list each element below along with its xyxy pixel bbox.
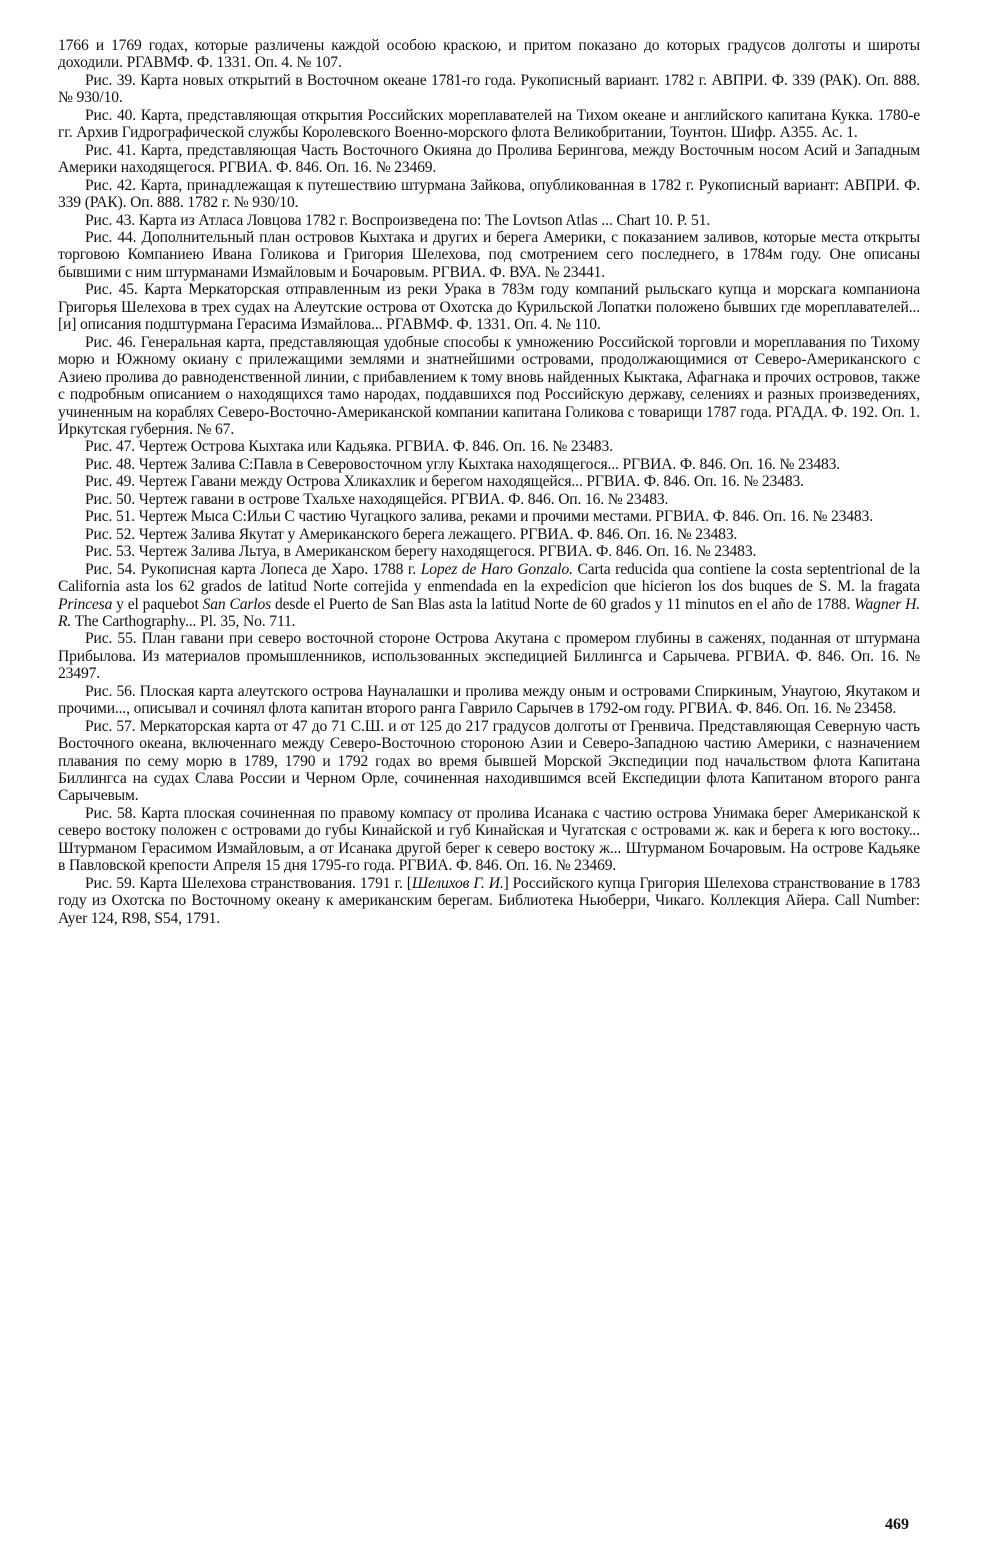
caption-text: Плоская карта алеутского острова Науналашки и пролива между оным и островами Спиркиным, Унаугою, Якутаком и прочими..., описывал и сочинял флота капитан второго ранга Гаврило Сарычев в 1792-ом году. РГВИА. Ф. 846. Оп. 16. № 23458. [58,682,920,718]
figure-caption-entry [58,177,920,212]
figure-caption-entry [58,334,920,439]
caption-text: ] Российского купца Григория Шелехова странствование в 1783 году из Охотска по Восточному океану к американским берегам. Библиотека Ньюберри, Чикаго. Коллекция Айера. Call Number: Ayer 124, R98, S54, 1791. [58,874,920,927]
caption-text: The Carthography... Pl. 35, No. 711. [71,612,296,630]
caption-text: Чертеж Мыса С:Ильи С частию Чугацкого залива, реками и прочими местами. РГВИА. Ф. 846. Оп. 16. № 23483. [138,508,873,526]
figure-label: Рис. 40. [85,106,137,124]
figure-label: Рис. 57. [85,717,136,735]
figure-label: Рис. 54. [85,560,136,578]
figure-label: Рис. 41. [85,141,136,159]
figure-caption-entry [58,456,920,473]
figure-label: Рис. 53. [85,543,136,561]
italic-text: San Carlos [202,595,272,613]
caption-text: y el paquebot [112,595,203,613]
figure-label: Рис. 59. [85,874,136,892]
caption-text: Карта, представляющая открытия Российских мореплавателей на Тихом океане и английского капитана Кукка. 1780-е гг. Архив Гидрографической службы Королевского Военно-морского флота Великобритании, Тоунтон. Шифр. А355. Ас. 1. [58,106,921,142]
caption-text: Дополнительный план островов Кыхтака и других и берега Америки, с показанием заливов, которые места открыты торговою Компаниею Ивана Голикова и Григория Шелехова, под смотрением сего последнего, в 1784м году. Оне описаны бывшими с ним штурманами Измайловым и Бочаровым. РГВИА. Ф. ВУА. № 23441. [58,228,920,281]
figure-caption-entry [58,142,920,177]
figure-caption-entry [58,72,920,107]
caption-text: Карта Шелехова странствования. 1791 г. [ [139,874,412,892]
figure-caption-entry [58,543,920,560]
figure-caption-entry [58,526,920,543]
figure-caption-entry [58,107,920,142]
continued-paragraph [58,37,920,72]
figure-caption-entry [58,561,920,631]
figure-caption-entry [58,438,920,455]
caption-text: Карта, представляющая Часть Восточного Окияна до Пролива Берингова, между Восточным носом Асий и Западным Америки находящегося. РГВИА. Ф. 846. Оп. 16. № 23469. [58,141,921,177]
caption-text: Карта плоская сочиненная по правому компасу от пролива Исанака с частию острова Унимака берег Американской к северо востоку положен с островами до губы Кинайской и губ Кинайская и Чугатская с островами ж. как и берега к юго востоку... Штурманом Герасимом Измайловым, а от Исанака другой берег к северо востоку ж... Штурманом Бочаровым. На острове Кадьяке в Павловской крепости Апреля 15 дня 1795-го года. РГВИА. Ф. 846. Оп. 16. № 23469. [58,804,921,875]
figure-label: Рис. 47. [85,438,136,456]
caption-text: Чертеж Залива С:Павла в Северовосточном углу Кыхтака находящегося... РГВИА. Ф. 846. Оп. 16. № 23483. [138,455,841,473]
caption-text: desde el Puerto de San Blas asta la latitud Norte de 60 grados y 11 minutos en el año de 1788. [271,595,855,613]
caption-text: Карта, принадлежащая к путешествию штурмана Зайкова, опубликованная в 1782 г. Рукописный вариант: АВПРИ. Ф. 339 (РАК). Оп. 888. 1782 г. № 930/10. [58,176,920,212]
italic-text: Princesa [58,595,113,613]
figure-caption-entry [58,508,920,525]
figure-label: Рис. 49. [85,473,136,491]
caption-text: Карта новых открытий в Восточном океане 1781-го года. Рукописный вариант. 1782 г. АВПРИ. Ф. 339 (РАК). Оп. 888. № 930/10. [58,71,921,107]
figure-caption-entry [58,875,920,927]
figure-label: Рис. 52. [85,525,136,543]
caption-text: Чертеж Залива Якутат у Американского берега лежащего. РГВИА. Ф. 846. Оп. 16. № 23483. [138,525,738,543]
figure-label: Рис. 55. [85,630,137,648]
figure-label: Рис. 44. [85,228,137,246]
figure-caption-entry [58,718,920,805]
caption-text: Меркаторская карта от 47 до 71 С.Ш. и от 125 до 217 градусов долготы от Гренвича. Представляющая Северную часть Восточного океана, включеннаго между Северо-Восточною стороною Азии и Северо-Западною частию Америки, с назначением плавания по сему морю в 1789, 1790 и 1792 годах во время бывшей Морской Экспедиции под начальством флота Капитана Биллингса на судах Слава России и Черном Орле, сочиненная находившимся всей Експедиции флота Капитаном второго ранга Сарычевым. [58,717,921,805]
figure-label: Рис. 58. [85,804,137,822]
caption-text: Чертеж Острова Кыхтака или Кадьяка. РГВИА. Ф. 846. Оп. 16. № 23483. [138,438,613,456]
caption-text: 1766 и 1769 годах, которые различены каждой особою краскою, и притом показано до которых градусов долготы и широты доходили. РГАВМФ. Ф. 1331. Оп. 4. № 107. [58,37,920,72]
figure-caption-entry [58,212,920,229]
figure-caption-entry [58,229,920,281]
figure-label: Рис. 46. [85,333,137,351]
figure-label: Рис. 42. [85,176,136,194]
page-number: 469 [885,1516,909,1533]
figure-label: Рис. 45. [85,281,138,299]
figure-label: Рис. 43. [85,211,136,229]
caption-text: Чертеж Залива Льтуа, в Американском берегу находящегося. РГВИА. Ф. 846. Оп. 16. № 23483. [138,543,757,561]
figure-label: Рис. 50. [85,490,136,508]
document-page [58,37,920,927]
figure-caption-entry [58,805,920,875]
caption-text: Carta reducida qua contiene la costa septentrional de la California asta los 62 grados de latitud Norte correjida y enmendada en la expedicion que hicieron los dos buques de S. M. la fragata [58,560,920,596]
caption-text: Чертеж Гавани между Острова Хликахлик и берегом находящейся... РГВИА. Ф. 846. Оп. 16. № 23483. [138,473,804,491]
italic-text: Шелихов Г. И. [411,874,504,892]
figure-caption-entry [58,683,920,718]
figure-label: Рис. 51. [85,508,136,526]
caption-text: Генеральная карта, представляющая удобные способы к умножению Российской торговли и мореплавания по Тихому морю и Южному окиану с прилежащими землями и знатнейшими островами, продолжающимися от Северо-Американского с Азиею пролива до равноденственной линии, с прибавлением к тому вновь найденных Кыктака, Афагнака и прочих островов, также с подробным описанием о находящихся тамо народах, поддавшихся под Российскую державу, селениях и разных произведениях, учиненным на кораблях Северо-Восточно-Американской компании капитана Голикова с товарищи 1787 года. РГАДА. Ф. 192. Оп. 1. Иркутская губерния. № 67. [58,333,921,438]
italic-text: Wagner H. R. [58,595,920,630]
figure-caption-entry [58,473,920,490]
caption-text: Чертеж гавани в острове Тхальхе находящейся. РГВИА. Ф. 846. Оп. 16. № 23483. [138,490,669,508]
caption-text: План гавани при северо восточной стороне Острова Акутана с промером глубины в саженях, поданная от штурмана Прибылова. Из материалов промышленников, использованных экспедицией Биллингса и Сарычева. РГВИА. Ф. 846. Оп. 16. № 23497. [58,630,920,683]
caption-text: Рукописная карта Лопеса де Харо. 1788 г. [140,560,421,578]
figure-label: Рис. 56. [85,682,136,700]
caption-text: Карта Меркаторская отправленным из реки Урака в 783м году компаний рыльскаго купца и морскага компаниона Григорья Шелехова в трех судах на Алеутские острова от Охотска до Курильской Лопатки положено бывших где мореплавателей... [и] описания подштурмана Герасима Измайлова... РГАВМФ. Ф. 1331. Оп. 4. № 110. [58,281,921,334]
figure-caption-entry [58,281,920,333]
figure-caption-entry [58,491,920,508]
italic-text: Lopez de Haro Gonzalo. [420,560,573,578]
figure-label: Рис. 39. [85,71,136,89]
figure-label: Рис. 48. [85,455,136,473]
figure-caption-entry [58,630,920,682]
caption-text: Карта из Атласа Ловцова 1782 г. Воспроизведена по: The Lovtson Atlas ... Chart 10. P. 51. [138,211,711,229]
